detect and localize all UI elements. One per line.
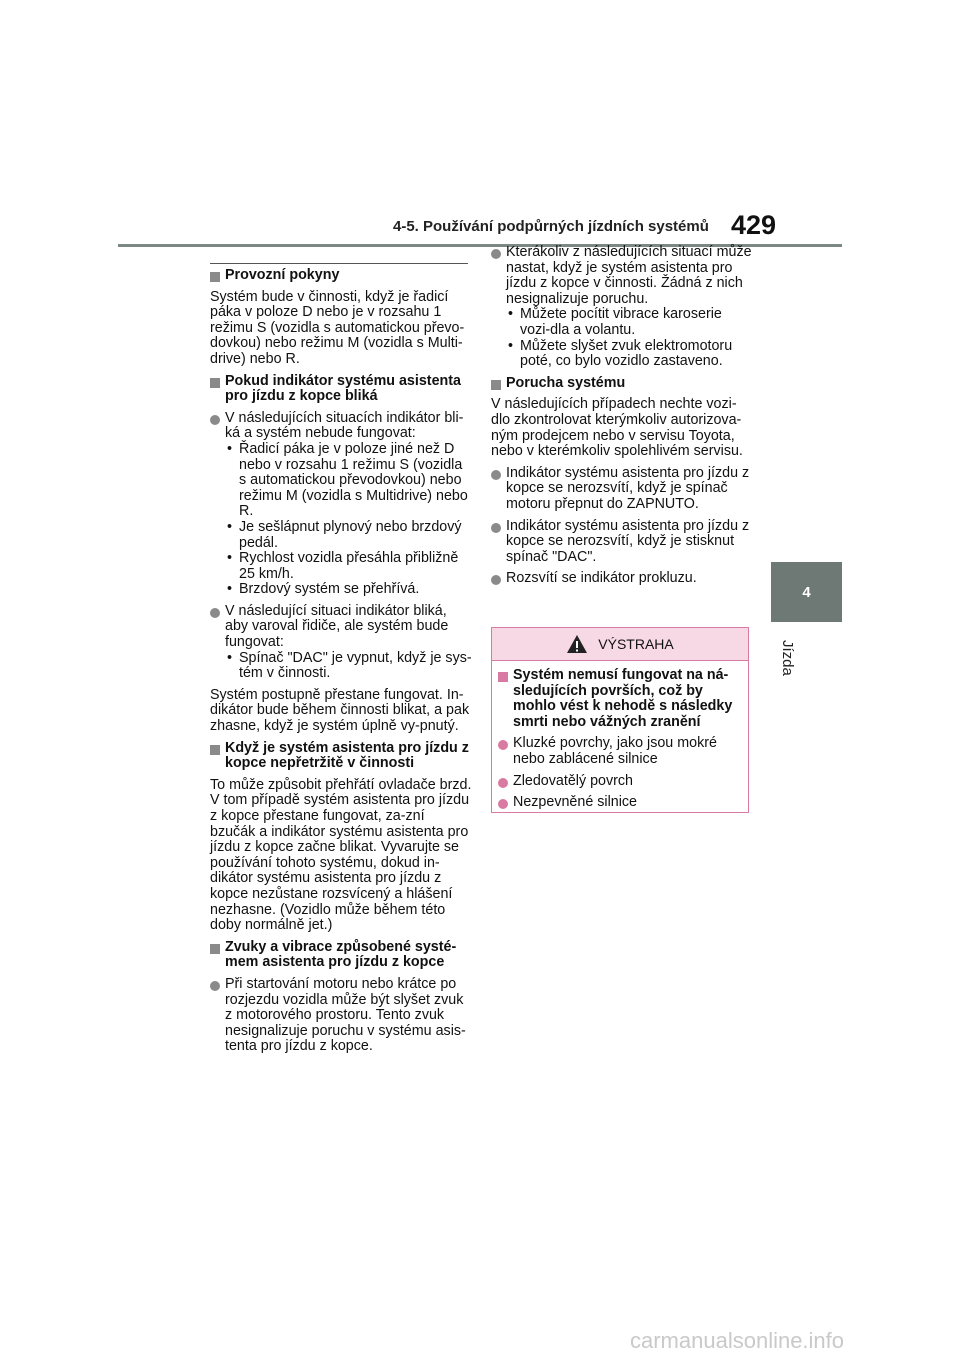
- chapter-label: Jízda: [779, 640, 796, 676]
- round-bullet-icon: [210, 608, 220, 618]
- warning-triangle-icon: [566, 634, 588, 654]
- square-bullet-icon: [210, 272, 220, 282]
- list-item: • Brzdový systém se přehřívá.: [225, 582, 472, 598]
- bullet-item: V následující situaci indikátor bliká, aby varoval řidiče, ale systém bude fungovat: • Spínač "DAC" je vypnut, když je sys-tém v činnosti.: [210, 604, 472, 682]
- list-item: • Můžete slyšet zvuk elektromotoru poté, co bylo vozidlo zastaveno.: [506, 339, 753, 370]
- heading-sounds-vibrations: Zvuky a vibrace způsobené systé-mem asistenta pro jízdu z kopce: [210, 940, 472, 971]
- paragraph: Systém postupně přestane fungovat. In-dikátor bude během činnosti blikat, a pak zhasne, když je systém úplně vy-pnutý.: [210, 686, 470, 735]
- round-bullet-icon: [498, 740, 508, 750]
- warning-body: [492, 661, 748, 811]
- heading-system-malfunction: Porucha systému: [491, 376, 753, 392]
- left-column: [210, 268, 472, 1061]
- heading-operating-instructions: Provozní pokyny: [210, 268, 472, 284]
- bullet-item: Indikátor systému asistenta pro jízdu z kopce se nerozsvítí, když je spínač motoru přepnut do ZAPNUTO.: [491, 466, 753, 513]
- round-bullet-icon: [210, 415, 220, 425]
- warning-item: Nezpevněné silnice: [498, 795, 742, 811]
- watermark: carmanualsonline.info: [630, 1328, 845, 1353]
- right-column: [491, 245, 753, 593]
- chapter-tab: [771, 562, 842, 622]
- list-item: • Můžete pocítit vibrace karoserie vozi-dla a volantu.: [506, 307, 753, 338]
- square-bullet-icon: [210, 944, 220, 954]
- warning-item: Zledovatělý povrch: [498, 774, 742, 790]
- warning-heading: Systém nemusí fungovat na ná-sledujících površích, což by mohlo vést k nehodě s následky smrti nebo vážných zranění: [498, 668, 742, 730]
- bullet-item: Indikátor systému asistenta pro jízdu z kopce se nerozsvítí, když je stisknut spínač "DAC".: [491, 519, 753, 566]
- warning-item: Kluzké povrchy, jako jsou mokré nebo zablácené silnice: [498, 736, 742, 767]
- warning-box: [491, 627, 749, 813]
- heading-continuous-operation: Když je systém asistenta pro jízdu z kopce nepřetržitě v činnosti: [210, 741, 472, 772]
- square-bullet-icon: [491, 380, 501, 390]
- list-item: • Spínač "DAC" je vypnut, když je sys-tém v činnosti.: [225, 651, 472, 682]
- square-bullet-icon: [210, 745, 220, 755]
- round-bullet-icon: [498, 778, 508, 788]
- round-bullet-icon: [491, 523, 501, 533]
- bullet-item: Kterákoliv z následujících situací může nastat, když je systém asistenta pro jízdu z kopce v činnosti. Žádná z nich nesignalizuje poruchu. • Můžete pocítit vibrace karoserie vozi-dla a volantu. • Můžete slyšet zvuk elektromotoru poté, co bylo vozidlo zastaveno.: [491, 245, 753, 370]
- page-number: 429: [731, 210, 777, 240]
- warning-title: VÝSTRAHA: [598, 636, 674, 652]
- bullet-item: Rozsvítí se indikátor prokluzu.: [491, 571, 753, 587]
- section-title: 4-5. Používání podpůrných jízdních systémů: [393, 218, 709, 235]
- square-bullet-icon: [498, 672, 508, 682]
- list-item: • Rychlost vozidla přesáhla přibližně 25 km/h.: [225, 551, 472, 582]
- warning-header: [492, 628, 748, 661]
- round-bullet-icon: [491, 470, 501, 480]
- bullet-item: Při startování motoru nebo krátce po rozjezdu vozidla může být slyšet zvuk z motorového prostoru. Tento zvuk nesignalizuje poruchu v systému asis-tenta pro jízdu z kopce.: [210, 977, 472, 1055]
- round-bullet-icon: [498, 799, 508, 809]
- heading-indicator-blinks: Pokud indikátor systému asistenta pro jízdu z kopce bliká: [210, 374, 472, 405]
- round-bullet-icon: [491, 575, 501, 585]
- list-item: • Je sešlápnut plynový nebo brzdový pedál.: [225, 520, 472, 551]
- round-bullet-icon: [210, 981, 220, 991]
- chapter-number: 4: [802, 583, 811, 601]
- paragraph: Systém bude v činnosti, když je řadicí páka v poloze D nebo je v rozsahu 1 režimu S (vozidla s automatickou převo-dovkou) nebo režimu M (vozidla s Multi-drive) nebo R.: [210, 288, 465, 367]
- section-divider: [210, 263, 468, 264]
- square-bullet-icon: [210, 378, 220, 388]
- paragraph: V následujících případech nechte vozi-dlo zkontrolovat kterýmkoliv autorizova-ným prodejcem nebo v servisu Toyota, nebo v kterémkoliv spolehlivém servisu.: [491, 396, 743, 460]
- paragraph: To může způsobit přehřátí ovladače brzd. V tom případě systém asistenta pro jízdu z kopce přestane fungovat, za-zní bzučák a indikátor systému asistenta pro jízdu z kopce začne blikat. Vyvarujte se používání tohoto systému, dokud in-dikátor systému asistenta pro jízdu z kopce nezůstane rozsvícený a hlášení nezhasne. (Vozidlo může během této doby normálně jet.): [210, 776, 472, 934]
- list-item: • Řadicí páka je v poloze jiné než D nebo v rozsahu 1 režimu S (vozidla s automatickou převodovkou) nebo režimu M (vozidla s Multidrive) nebo R.: [225, 442, 472, 520]
- round-bullet-icon: [491, 249, 501, 259]
- bullet-item: V následujících situacích indikátor bli-ká a systém nebude fungovat: • Řadicí páka je v poloze jiné než D nebo v rozsahu 1 režimu S (vozidla s automatickou převodovkou) nebo režimu M (vozidla s Multidrive) nebo R. • Je sešlápnut plynový nebo brzdový pedál. • Rychlost vozidla přesáhla přibližně 25 km/h. • Brzdový systém se přehřívá.: [210, 411, 472, 598]
